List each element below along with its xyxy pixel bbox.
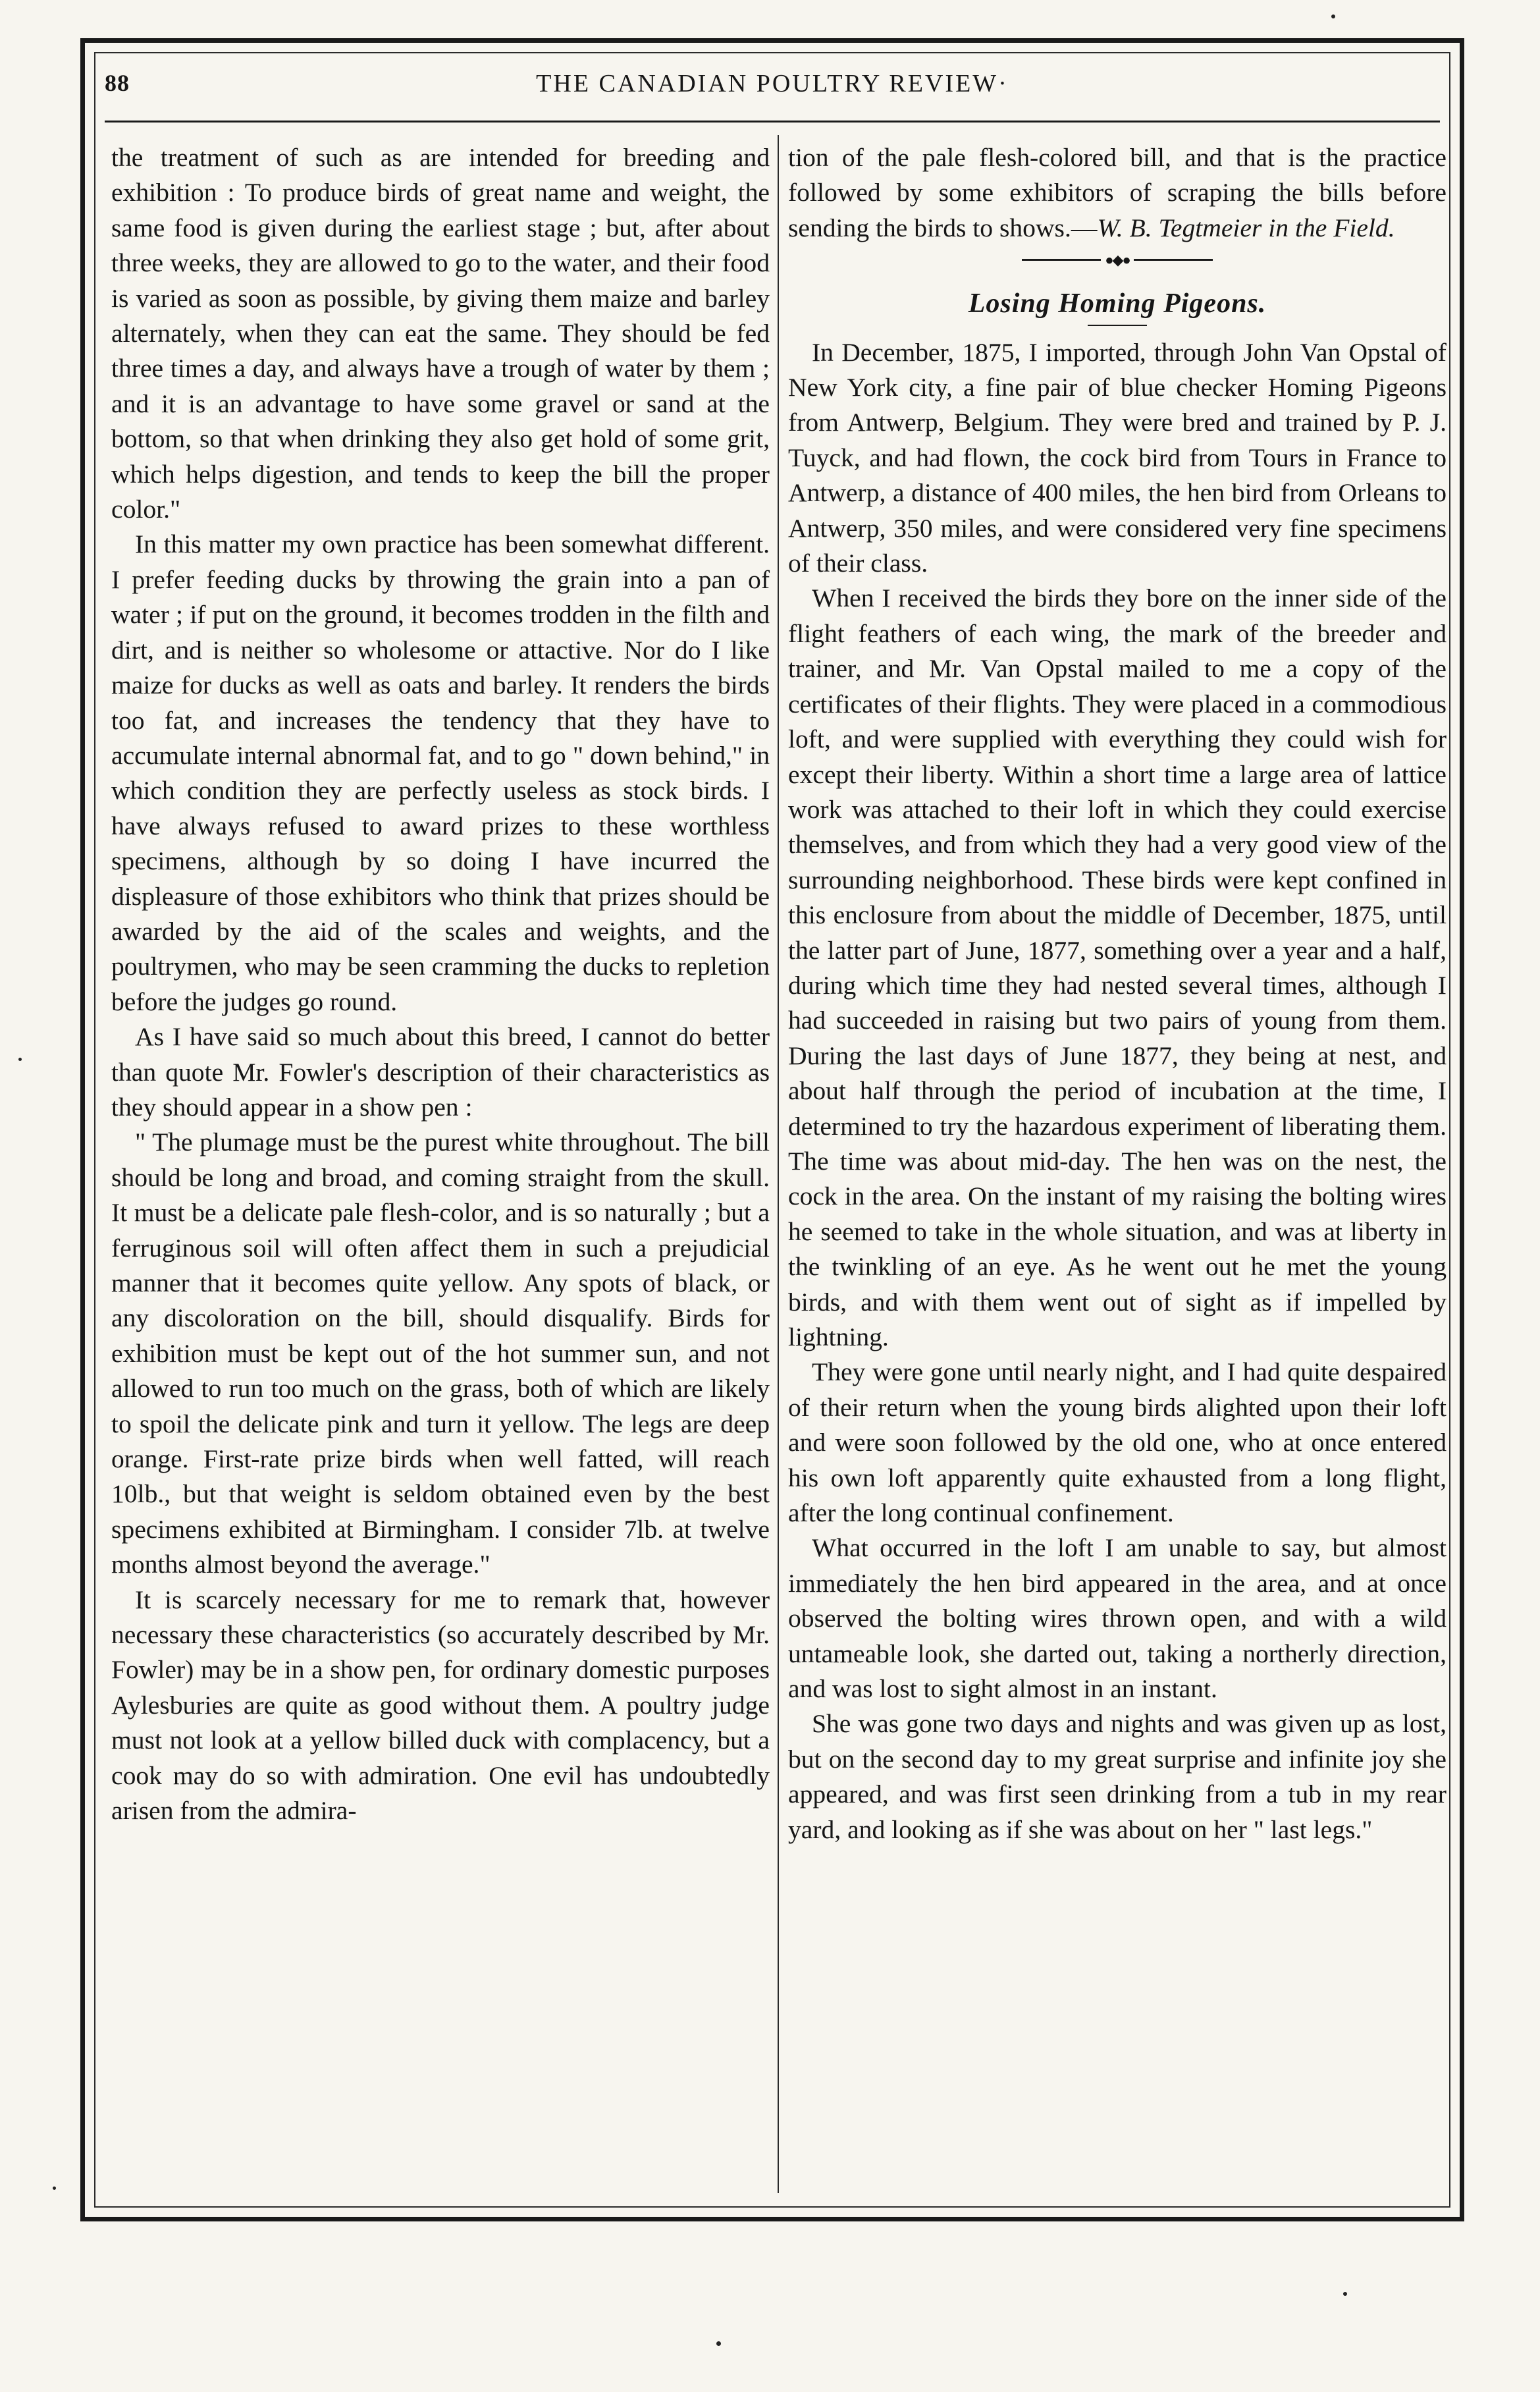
masthead-title: THE CANADIAN POULTRY REVIEW· xyxy=(536,70,1009,97)
article-paragraph: As I have said so much about this breed, I cannot do better than quote Mr. Fowler's description of their characteristics as they should appear in a show pen : xyxy=(111,1022,770,1122)
page-number: 88 xyxy=(105,70,130,96)
article-paragraph: the treatment of such as are intended for breeding and exhibition : To produce birds of great name and weight, the same food is given during the earliest stage ; but, after about three weeks, they are allowed to go to the water, and their food is varied as soon as possible, by giving them maize and barley alternately, when they can eat the same. They should be fed three times a day, and always have a trough of water by them ; and it is an advantage to have some gravel or sand at the bottom, so that when drinking they also get hold of some grit, which helps digestion, and tends to keep the bill the proper color." xyxy=(111,143,770,524)
scan-speck xyxy=(716,2341,721,2346)
right-column xyxy=(788,140,1447,1847)
article-paragraph: She was gone two days and nights and was given up as lost, but on the second day to my great surprise and infinite joy she appeared, and was first seen drinking from a tub in my rear yard, and looking as if she was about on her " last legs." xyxy=(788,1709,1447,1844)
scan-speck xyxy=(18,1058,22,1061)
left-column xyxy=(111,140,770,1829)
article-paragraph: They were gone until nearly night, and I had quite despaired of their return when the young birds alighted upon their loft and were soon followed by the old one, who at once entered his own loft apparently quite exhausted from a long flight, after the long continual confinement. xyxy=(788,1357,1447,1528)
scan-speck xyxy=(1343,2292,1347,2296)
article-continuation: tion of the pale flesh-colored bill, and that is the practice followed by some exhibitors of scraping the bills before sending the birds to shows.—W. B. Tegtmeier in the Field. xyxy=(788,143,1447,242)
title-rule xyxy=(1088,325,1147,326)
newspaper-page xyxy=(80,38,1464,2221)
article-paragraph: When I received the birds they bore on the inner side of the flight feathers of each wing, the mark of the breeder and trainer, and Mr. Van Opstal mailed to me a copy of the certificates of their flights. They were placed in a commodious loft, and were supplied with everything they could wish for except their liberty. Within a short time a large area of lattice work was attached to their loft in which they could exercise themselves, and from which they had a very good view of the surrounding neighborhood. These birds were kept confined in this enclosure from about the middle of December, 1875, until the latter part of June, 1877, something over a year and a half, during which time they had nested several times, although I had succeeded in raising but two pairs of young from them. During the last days of June 1877, they being at nest, and about half through the period of incubation at the time, I determined to try the hazardous experiment of liberating them. The time was about mid-day. The hen was on the nest, the cock in the area. On the instant of my raising the bolting wires he seemed to take in the whole situation, and was at liberty in the twinkling of an eye. As he went out he met the young birds, and with them went out of sight as if impelled by lightning. xyxy=(788,584,1447,1351)
header-divider xyxy=(105,121,1440,122)
article-paragraph: What occurred in the loft I am unable to say, but almost immediately the hen bird appeared in the area, and at once observed the bolting wires thrown open, and with a wild untameable look, she darted out, taking a northerly direction, and was lost to sight almost in an instant. xyxy=(788,1533,1447,1704)
page-header xyxy=(105,69,1440,115)
section-ornament: ●◆● xyxy=(788,250,1447,269)
article-paragraph: In this matter my own practice has been somewhat different. I prefer feeding ducks by throwing the grain into a pan of water ; if put on the ground, it becomes trodden in the filth and dirt, and is neither so wholesome or attactive. Nor do I like maize for ducks as well as oats and barley. It renders the birds too fat, and increases the tendency that they have to accumulate internal abnormal fat, and to go " down behind," in which condition they are perfectly useless as stock birds. I have always refused to award prizes to these worthless specimens, although by so doing I have incurred the displeasure of those exhibitors who think that prizes should be awarded by the aid of the scales and weights, and the poultrymen, who may be seen cramming the ducks to repletion before the judges go round. xyxy=(111,530,770,1016)
article-title: Losing Homing Pigeons. xyxy=(968,288,1267,319)
column-divider xyxy=(778,135,779,2193)
article-signature: W. B. Tegtmeier in the Field. xyxy=(1097,213,1395,242)
article-paragraph: It is scarcely necessary for me to remark that, however necessary these characteristics (so accurately described by Mr. Fowler) may be in a show pen, for ordinary domestic purposes Aylesburies are quite as good without them. A poultry judge must not look at a yellow billed duck with complacency, but a cook may do so with admiration. One evil has undoubtedly arisen from the admira- xyxy=(111,1585,770,1826)
quoted-description: " The plumage must be the purest white throughout. The bill should be long and broad, and coming straight from the skull. It must be a delicate pale flesh-color, and is so naturally ; but a ferruginous soil will often affect them in such a prejudicial manner that it becomes quite yellow. Any spots of black, or any discoloration on the bill, should disqualify. Birds for exhibition must be kept out of the hot summer sun, and not allowed to run too much on the grass, both of which are likely to spoil the delicate pink and turn it yellow. The legs are deep orange. First-rate prize birds when well fatted, will reach 10lb., but that weight is seldom obtained even by the best specimens exhibited at Birmingham. I consider 7lb. at twelve months almost beyond the average." xyxy=(111,1128,770,1579)
scan-speck xyxy=(53,2187,56,2190)
article-paragraph: In December, 1875, I imported, through John Van Opstal of New York city, a fine pair of blue checker Homing Pigeons from Antwerp, Belgium. They were bred and trained by P. J. Tuyck, and had flown, the cock bird from Tours in France to Antwerp, a distance of 400 miles, the hen bird from Orleans to Antwerp, 350 miles, and were considered very fine specimens of their class. xyxy=(788,337,1447,578)
scan-speck xyxy=(1331,14,1335,18)
